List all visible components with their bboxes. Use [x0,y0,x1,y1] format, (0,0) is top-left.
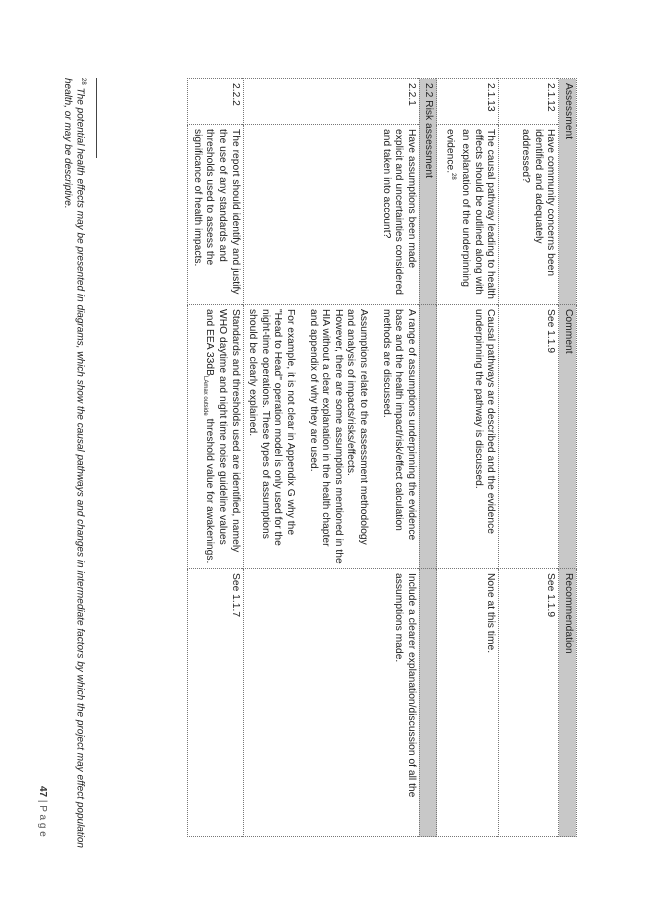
item-recommendation: None at this time. [437,569,499,837]
item-question [437,125,499,305]
table-row [188,79,243,837]
footnote-mark: 28 [80,78,86,85]
header-recommendation: Recommendation [559,569,577,837]
table-row [499,79,559,837]
footnote-divider [96,78,97,158]
comment-subscript: LAmax outside [202,376,209,416]
comment-paragraph [306,309,369,564]
table-row [243,79,419,837]
item-comment: Causal pathways are described and the evidence underpinning the pathway is discussed. [437,305,499,569]
table-row [437,79,499,837]
page-label: P a g e [37,805,48,837]
footnote-ref: 28 [449,173,456,180]
item-number: 2.1.12 [499,79,559,125]
item-recommendation: See 1.1.9 [499,569,559,837]
section-row [419,79,437,837]
header-comment: Comment [559,305,577,569]
item-recommendation: See 1.1.7 [188,569,243,837]
page-separator: | [37,797,48,806]
item-comment [188,305,243,569]
comment-paragraph: For example, it is not clear in Appendix G why the "Head to Head" operation model is only used for the night-time operations. These types of assumptions should be clearly explained. [247,309,297,546]
comment-text: Assumptions relate to the assessment methodology and analysis of impacts/risks/effects. [345,309,370,545]
comment-text: threshold value for awakenings. [204,418,216,564]
page-number [37,786,48,837]
item-recommendation: Include a clearer explanation/discussion of all the assumptions made. [243,569,419,837]
comment-text: However, there are some assumptions mentioned in the HIA without a clear explanation in the health chapter and appendix of why they are used. [307,309,344,564]
comment-text: Standards and thresholds used are identified, namely WHO daytime and night time noise guideline values and EEA 33dB [204,309,241,553]
comment-paragraph: A range of assumptions underpinning the evidence base and the health impact/risk/effect calculation methods are discussed. [380,309,417,541]
section-empty-cell [419,569,437,837]
section-title: 2.2 Risk assessment [419,79,437,305]
item-number: 2.2.2 [188,79,243,125]
footnote-text: The potential health effects may be presented in diagrams, which show the causal pathways and changes in intermediate factors by which the project may effect population health, or may be descriptive. [62,78,86,848]
footnote [61,78,89,848]
assessment-table [187,78,577,837]
item-question: The report should identify and justify the use of any standards and thresholds used to assess the significance of health impacts. [188,125,243,305]
page-number-value: 47 [37,786,48,798]
item-question: Have community concerns been identified and adequately addressed? [499,125,559,305]
header-assessment: Assessment [559,79,577,305]
table-header-row [559,79,577,837]
section-empty-cell [419,305,437,569]
item-question: Have assumptions been made explicit and uncertainties considered and taken into account? [243,125,419,305]
item-number: 2.2.1 [243,79,419,125]
item-number: 2.1.13 [437,79,499,125]
item-comment: See 1.1.9 [499,305,559,569]
item-question-text: The causal pathway leading to health effects should be outlined along with an explanation of the underpinning evidence. [444,129,497,300]
item-comment [243,305,419,569]
